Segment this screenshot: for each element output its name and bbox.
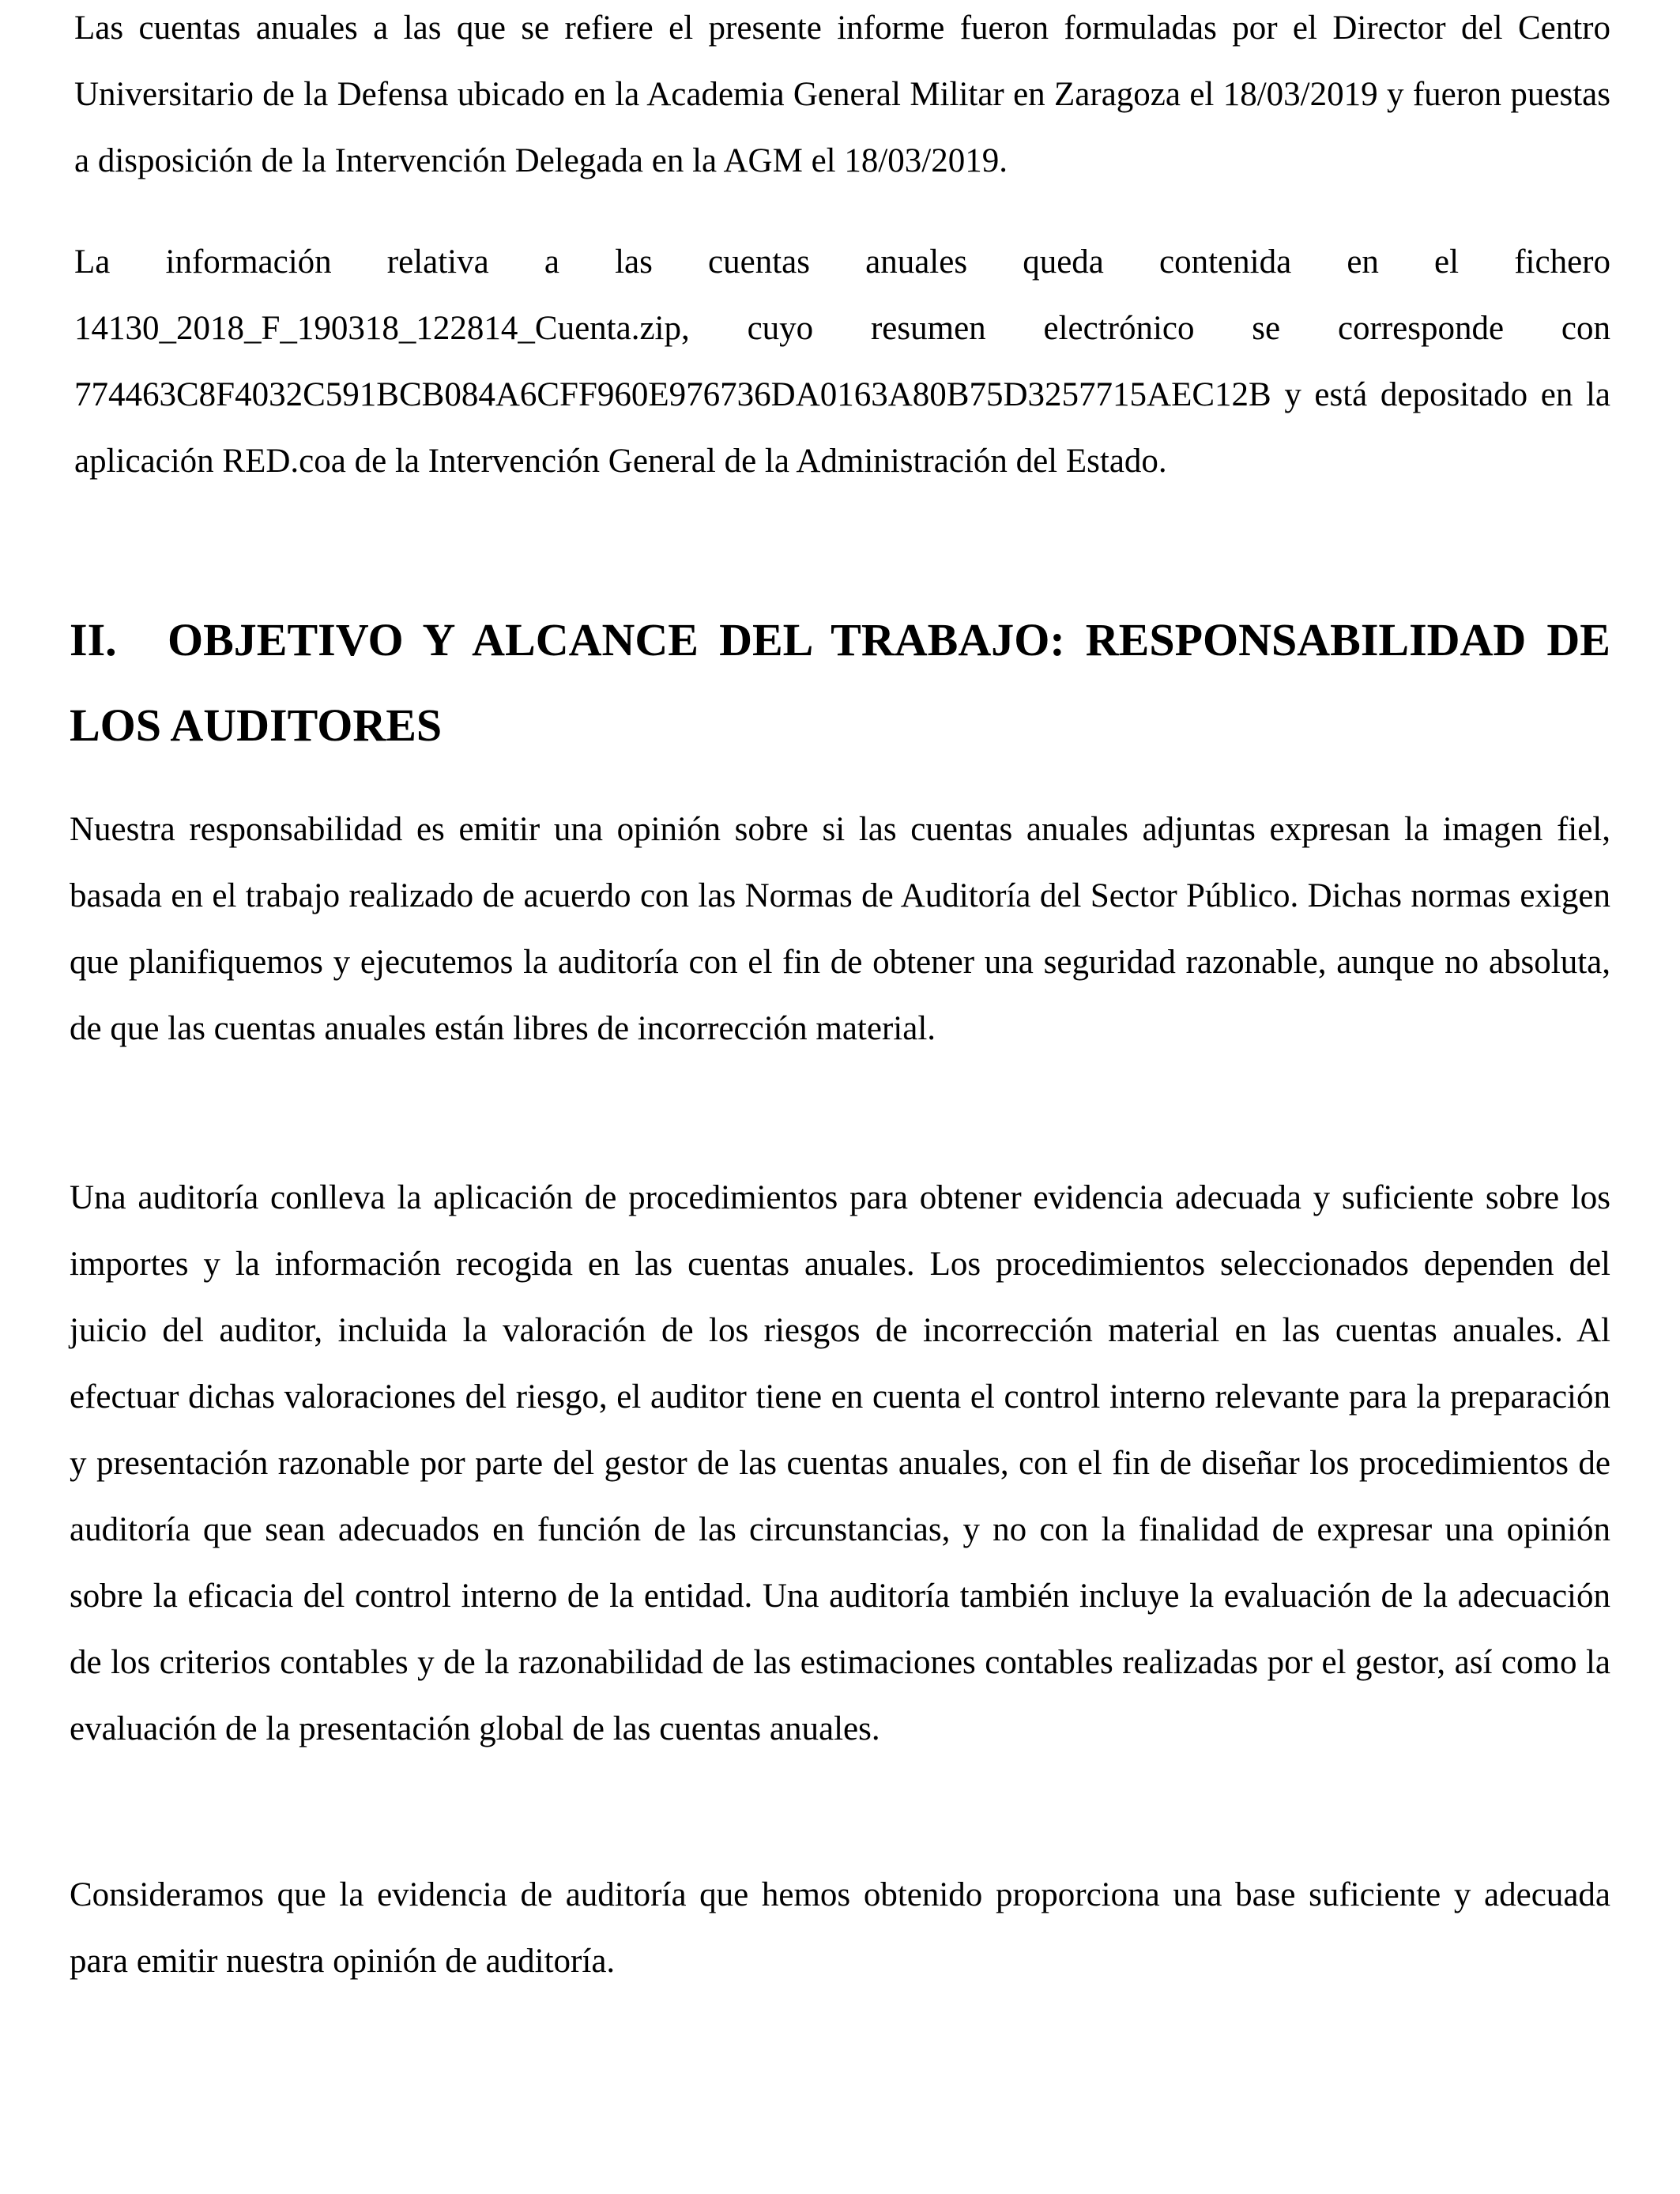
section-heading xyxy=(70,598,1610,768)
paragraph-audit-procedures: Una auditoría conlleva la aplicación de procedimientos para obtener evidencia adecuada y suficiente sobre los importes y la información recogida en las cuentas anuales. Los procedimientos seleccionados dependen del juicio del auditor, incluida la valoración de los riesgos de incorrección material en las cuentas anuales. Al efectuar dichas valoraciones del riesgo, el auditor tiene en cuenta el control interno relevante para la preparación y presentación razonable por parte del gestor de las cuentas anuales, con el fin de diseñar los procedimientos de auditoría que sean adecuados en función de las circunstancias, y no con la finalidad de expresar una opinión sobre la eficacia del control interno de la entidad. Una auditoría también incluye la evaluación de la adecuación de los criterios contables y de la razonabilidad de las estimaciones contables realizadas por el gestor, así como la evaluación de la presentación global de las cuentas anuales. xyxy=(70,1179,1610,1747)
paragraph-accounts-file-info: La información relativa a las cuentas anuales queda contenida en el fichero 14130_2018_F_190318_122814_Cuenta.zip, cuyo resumen electrónico se corresponde con 774463C8F4032C591BCB084A6CFF960E976736DA0163A80B75D3257715AEC12B y está depositado en la aplicación RED.coa de la Intervención General de la Administración del Estado. xyxy=(74,243,1610,480)
section-title: OBJETIVO Y ALCANCE DEL TRABAJO: RESPONSABILIDAD DE LOS AUDITORES xyxy=(70,614,1610,751)
paragraph-auditor-responsibility: Nuestra responsabilidad es emitir una opinión sobre si las cuentas anuales adjuntas expresan la imagen fiel, basada en el trabajo realizado de acuerdo con las Normas de Auditoría del Sector Público. Dichas normas exigen que planifiquemos y ejecutemos la auditoría con el fin de obtener una seguridad razonable, aunque no absoluta, de que las cuentas anuales están libres de incorrección material. xyxy=(70,811,1610,1047)
section-number: II. xyxy=(70,614,117,665)
paragraph-audit-evidence: Consideramos que la evidencia de auditoría que hemos obtenido proporciona una base suficiente y adecuada para emitir nuestra opinión de auditoría. xyxy=(70,1876,1610,1980)
paragraph-accounts-formulation: Las cuentas anuales a las que se refiere el presente informe fueron formuladas por el Director del Centro Universitario de la Defensa ubicado en la Academia General Militar en Zaragoza el 18/03/2019 y fueron puestas a disposición de la Intervención Delegada en la AGM el 18/03/2019. xyxy=(74,9,1610,179)
